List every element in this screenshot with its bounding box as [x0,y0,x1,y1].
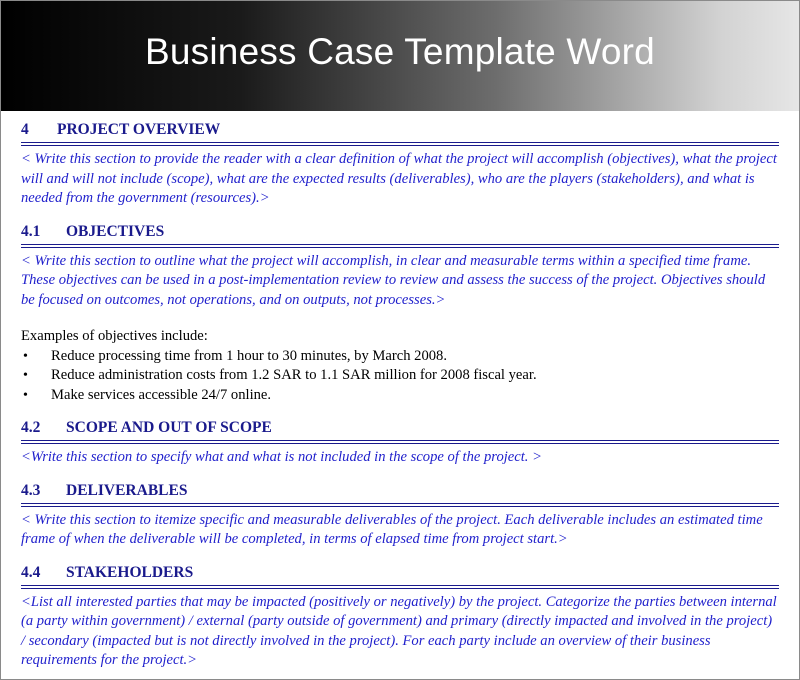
section-number: 4.2 [21,419,41,436]
section-instructions: <Write this section to specify what and what is not included in the scope of the project. > [21,449,542,465]
section-title: SCOPE AND OUT OF SCOPE [66,419,272,436]
section-objectives [21,223,779,406]
section-number: 4 [21,121,29,138]
section-title: PROJECT OVERVIEW [57,121,221,138]
list-item [21,386,779,406]
section-number: 4.1 [21,222,41,240]
section-heading [21,223,779,248]
section-heading [21,482,779,507]
section-instructions: <List all interested parties that may be impacted (positively or negatively) by the project. Categorize the parties between internal (a party within government) / external (party outside of government) and primary (directly impacted and involved in the project) / secondary (impacted but is not directly involved in the project). For each party include an overview of their business requirements for the project.> [21,593,777,668]
title-banner [1,1,799,111]
section-instructions: < Write this section to outline what the project will accomplish, in clear and measurable terms within a specified time frame. These objectives can be used in a post-implementation review to review and assess the success of the project. Objectives should be focused on outcomes, not operations, and on outputs, not processes.> [21,252,766,308]
list-item [21,347,779,367]
section-instructions: < Write this section to itemize specific and measurable deliverables of the project. Each deliverable includes an estimated time frame of when the deliverable will be completed, in terms of elapsed time from project start.> [21,511,763,547]
list-item-text: Reduce administration costs from 1.2 SAR to 1.1 SAR million for 2008 fiscal year. [51,367,537,383]
section-project-overview [21,121,779,209]
section-title: STAKEHOLDERS [66,563,194,581]
document-body [1,111,799,671]
section-stakeholders [21,564,779,671]
section-heading [21,419,779,444]
banner-title: Business Case Template Word [145,31,655,72]
list-item-text: Make services accessible 24/7 online. [51,386,272,403]
section-number: 4.4 [21,563,41,581]
bullet-icon: • [23,387,28,403]
bullet-icon: • [23,368,28,383]
section-instructions: < Write this section to provide the reader with a clear definition of what the project will accomplish (objectives), what the project will and will not include (scope), what are the expected results (deliverables), who are the players (stakeholders), and what is needed from the government (resources).> [21,151,777,206]
section-title: DELIVERABLES [66,481,188,499]
section-number: 4.3 [21,481,41,499]
examples-list [21,347,779,406]
section-deliverables [21,482,779,550]
bullet-icon: • [23,348,28,364]
section-heading [21,121,779,146]
examples-intro: Examples of objectives include: [21,328,208,344]
section-title: OBJECTIVES [66,222,165,240]
section-scope [21,419,779,468]
section-heading [21,564,779,589]
list-item [21,366,779,386]
list-item-text: Reduce processing time from 1 hour to 30 minutes, by March 2008. [51,347,447,364]
